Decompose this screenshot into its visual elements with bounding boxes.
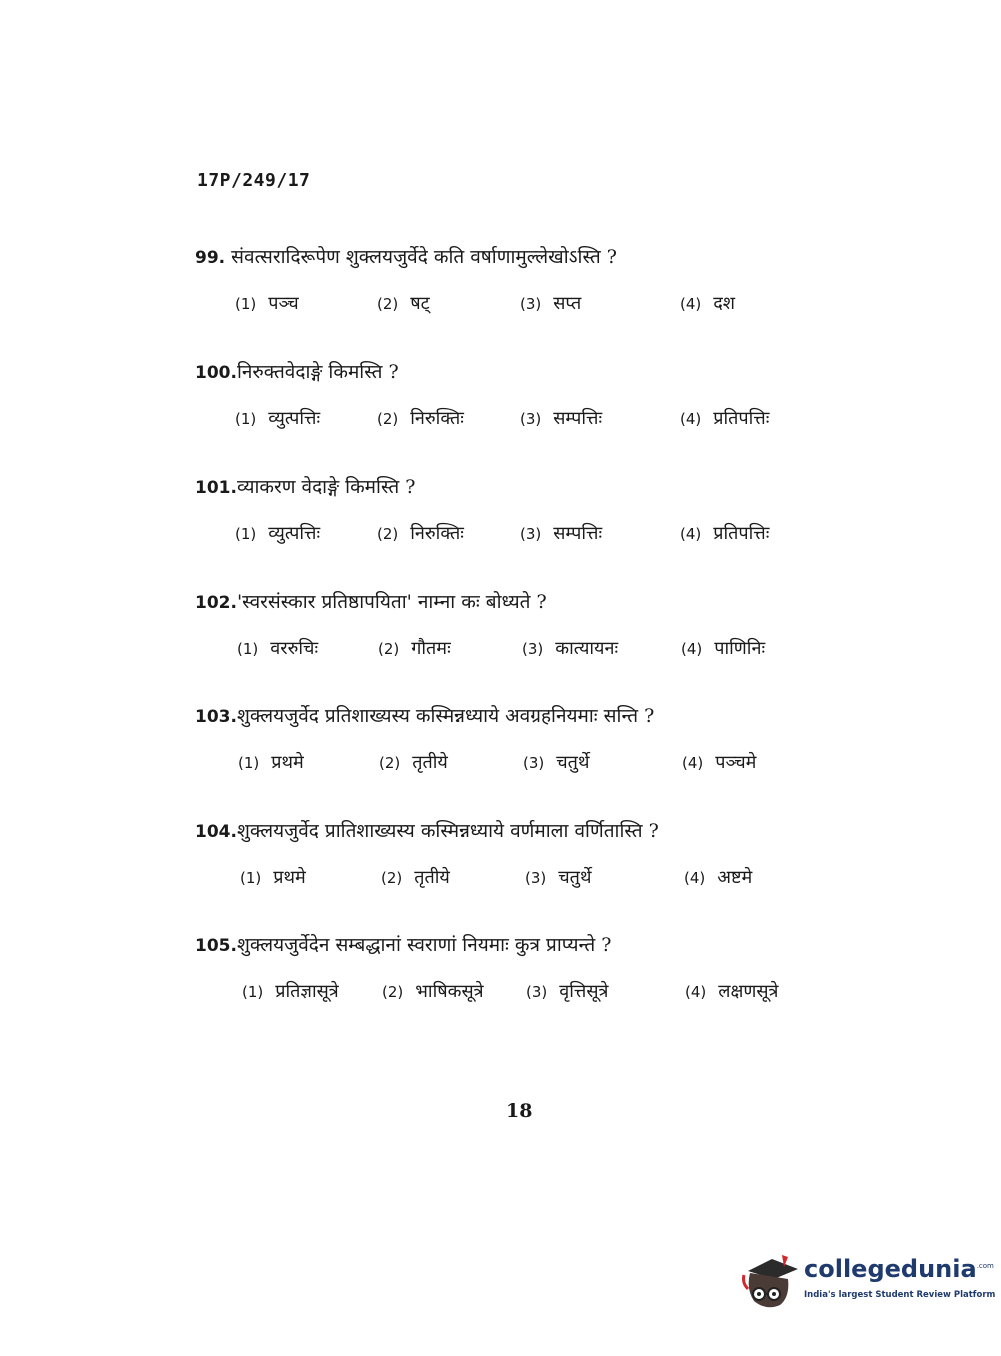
question-number: 102. (195, 593, 237, 613)
option-list (195, 406, 895, 436)
option-1: (1) पञ्च (235, 293, 299, 314)
question-text-line (195, 359, 895, 386)
question-text-line (195, 703, 895, 730)
option-3: (3) चतुर्थे (525, 867, 592, 888)
option-3: (3) सप्त (520, 293, 582, 314)
question-104 (195, 818, 895, 895)
paper-code: 17P/249/17 (197, 170, 311, 191)
question-number: 105. (195, 936, 237, 956)
question-103 (195, 703, 895, 780)
question-text: संवत्सरादिरूपेण शुक्लयजुर्वेदे कति वर्षाणामुल्लेखोऽस्ति ? (231, 246, 617, 268)
question-105 (195, 932, 895, 1009)
option-2: (2) षट् (377, 293, 430, 314)
mascot-icon (742, 1249, 802, 1313)
option-2: (2) तृतीये (379, 752, 448, 773)
option-4: (4) लक्षणसूत्रे (685, 981, 779, 1002)
option-2: (2) भाषिकसूत्रे (382, 981, 484, 1002)
option-4: (4) पाणिनिः (681, 638, 766, 659)
question-text: व्याकरण वेदाङ्गे किमस्ति ? (236, 476, 416, 498)
collegedunia-logo (742, 1249, 996, 1313)
option-2: (2) गौतमः (378, 638, 451, 659)
option-1: (1) वररुचिः (237, 638, 319, 659)
question-text: शुक्लयजुर्वेदेन सम्बद्धानां स्वराणां नियमाः कुत्र प्राप्यन्ते ? (236, 934, 612, 956)
question-number: 104. (195, 822, 237, 842)
question-text: शुक्लयजुर्वेद प्रतिशाख्यस्य कस्मिन्नध्याये अवग्रहनियमाः सन्ति ? (236, 705, 655, 727)
question-text: निरुक्तवेदाङ्गे किमस्ति ? (236, 361, 399, 383)
option-list (195, 521, 895, 551)
question-text: 'स्वरसंस्कार प्रतिष्ठापयिता' नाम्ना कः बोध्यते ? (236, 591, 547, 613)
logo-wordmark: collegedunia$^{.com}$ (804, 1255, 994, 1283)
page-number: 18 (506, 1100, 533, 1122)
option-1: (1) प्रतिज्ञासूत्रे (242, 981, 339, 1002)
option-1: (1) व्युत्पत्तिः (235, 408, 321, 429)
option-4: (4) पञ्चमे (682, 752, 757, 773)
option-1: (1) प्रथमे (238, 752, 304, 773)
question-99 (195, 244, 895, 321)
option-list (195, 979, 895, 1009)
option-3: (3) कात्यायनः (522, 638, 619, 659)
question-101 (195, 474, 895, 551)
option-2: (2) निरुक्तिः (377, 408, 464, 429)
option-1: (1) व्युत्पत्तिः (235, 523, 321, 544)
question-text-line (195, 818, 895, 845)
question-100 (195, 359, 895, 436)
option-list (195, 750, 895, 780)
question-text-line (195, 244, 895, 271)
question-number: 100. (195, 363, 237, 383)
option-4: (4) प्रतिपत्तिः (680, 408, 770, 429)
question-number: 103. (195, 707, 237, 727)
question-102 (195, 589, 895, 666)
question-text-line (195, 589, 895, 616)
option-1: (1) प्रथमे (240, 867, 306, 888)
option-4: (4) अष्टमे (684, 867, 753, 888)
question-text: शुक्लयजुर्वेद प्रातिशाख्यस्य कस्मिन्नध्याये वर्णमाला वर्णितास्ति ? (236, 820, 659, 842)
option-2: (2) तृतीये (381, 867, 450, 888)
question-number: 99. (195, 248, 226, 268)
option-list (195, 291, 895, 321)
option-4: (4) दश (680, 293, 736, 314)
question-text-line (195, 474, 895, 501)
logo-tagline: India's largest Student Review Platform (804, 1290, 996, 1300)
option-3: (3) चतुर्थे (523, 752, 590, 773)
option-3: (3) वृत्तिसूत्रे (526, 981, 609, 1002)
option-2: (2) निरुक्तिः (377, 523, 464, 544)
question-text-line (195, 932, 895, 959)
option-3: (3) सम्पत्तिः (520, 523, 603, 544)
option-list (195, 865, 895, 895)
option-3: (3) सम्पत्तिः (520, 408, 603, 429)
question-number: 101. (195, 478, 237, 498)
option-list (195, 636, 895, 666)
option-4: (4) प्रतिपत्तिः (680, 523, 770, 544)
